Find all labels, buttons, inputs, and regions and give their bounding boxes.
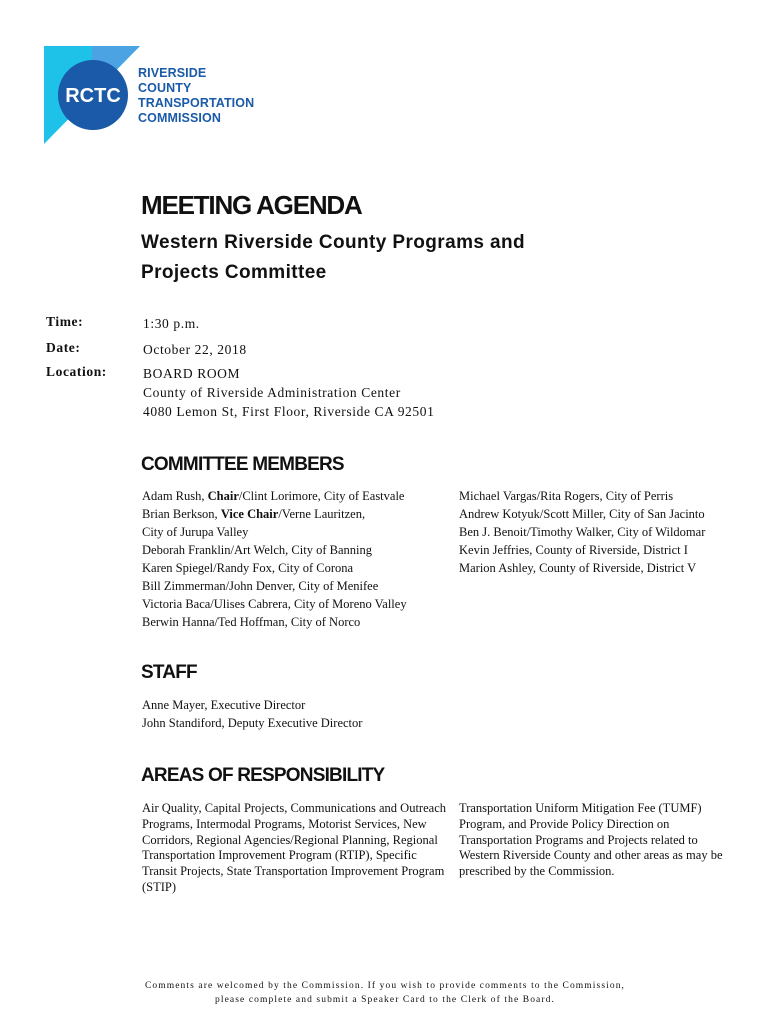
footer-line: please complete and submit a Speaker Card to the Clerk of the Board. [215, 995, 555, 1005]
location-value [143, 364, 434, 421]
responsibility-right-text: Transportation Uniform Mitigation Fee (TUMF) Program, and Provide Policy Direction on Transportation Programs and Projects related to Western Riverside County and other areas as may be prescribed by the Commission. [459, 801, 723, 879]
member-line: Michael Vargas/Rita Rogers, City of Perris [459, 489, 674, 503]
location-line: 4080 Lemon St, First Floor, Riverside CA 92501 [143, 404, 435, 419]
logo-line: COUNTY [138, 81, 192, 95]
member-line: Berwin Hanna/Ted Hoffman, City of Norco [142, 615, 361, 629]
member-line: Deborah Franklin/Art Welch, City of Banning [142, 543, 372, 557]
time-value: 1:30 p.m. [143, 316, 200, 331]
committee-heading: COMMITTEE MEMBERS [141, 454, 344, 475]
rctc-logo-mark [44, 46, 140, 146]
logo-line: COMMISSION [138, 111, 221, 125]
logo-acronym: RCTC [65, 85, 121, 107]
committee-name: Western Riverside County Programs and Projects Committee [141, 232, 525, 283]
location-label: Location: [46, 364, 107, 379]
committee-left-column [142, 487, 407, 631]
footer-note [60, 979, 710, 1007]
date-label: Date: [46, 340, 81, 355]
logo-wordmark [138, 66, 254, 126]
staff-heading: STAFF [141, 662, 197, 683]
location-line: BOARD ROOM [143, 366, 241, 381]
member-line: Brian Berkson, Vice Chair/Verne Lauritzen, [142, 507, 366, 521]
date-value: October 22, 2018 [143, 342, 247, 357]
logo-line: TRANSPORTATION [138, 96, 255, 110]
member-line: Karen Spiegel/Randy Fox, City of Corona [142, 561, 354, 575]
responsibility-heading: AREAS OF RESPONSIBILITY [141, 765, 385, 786]
committee-right-column [459, 487, 705, 577]
member-line: Bill Zimmerman/John Denver, City of Menifee [142, 579, 379, 593]
staff-member: John Standiford, Deputy Executive Director [142, 716, 363, 730]
member-line: Kevin Jeffries, County of Riverside, District I [459, 543, 688, 557]
footer-line: Comments are welcomed by the Commission. If you wish to provide comments to the Commission, [144, 981, 626, 991]
member-line: Ben J. Benoit/Timothy Walker, City of Wildomar [459, 525, 706, 539]
member-line: Andrew Kotyuk/Scott Miller, City of San Jacinto [459, 507, 705, 521]
member-line: Victoria Baca/Ulises Cabrera, City of Moreno Valley [142, 597, 407, 611]
logo-line: RIVERSIDE [138, 66, 207, 80]
member-line: City of Jurupa Valley [142, 525, 249, 539]
page-title: MEETING AGENDA [141, 190, 362, 220]
staff-list [142, 696, 362, 732]
rctc-logo [44, 46, 255, 146]
time-label: Time: [46, 314, 84, 329]
staff-member: Anne Mayer, Executive Director [142, 698, 306, 712]
responsibility-left-text: Air Quality, Capital Projects, Communications and Outreach Programs, Intermodal Programs, Motorist Services, New Corridors, Regional Agencies/Regional Planning, Regional Transportation Improvement Program (RTIP), Specific Transit Projects, State Transportation Improvement Program (STIP) [142, 801, 446, 894]
member-line: Marion Ashley, County of Riverside, District V [459, 561, 697, 575]
location-line: County of Riverside Administration Center [143, 385, 401, 400]
member-line: Adam Rush, Chair/Clint Lorimore, City of Eastvale [142, 489, 405, 503]
